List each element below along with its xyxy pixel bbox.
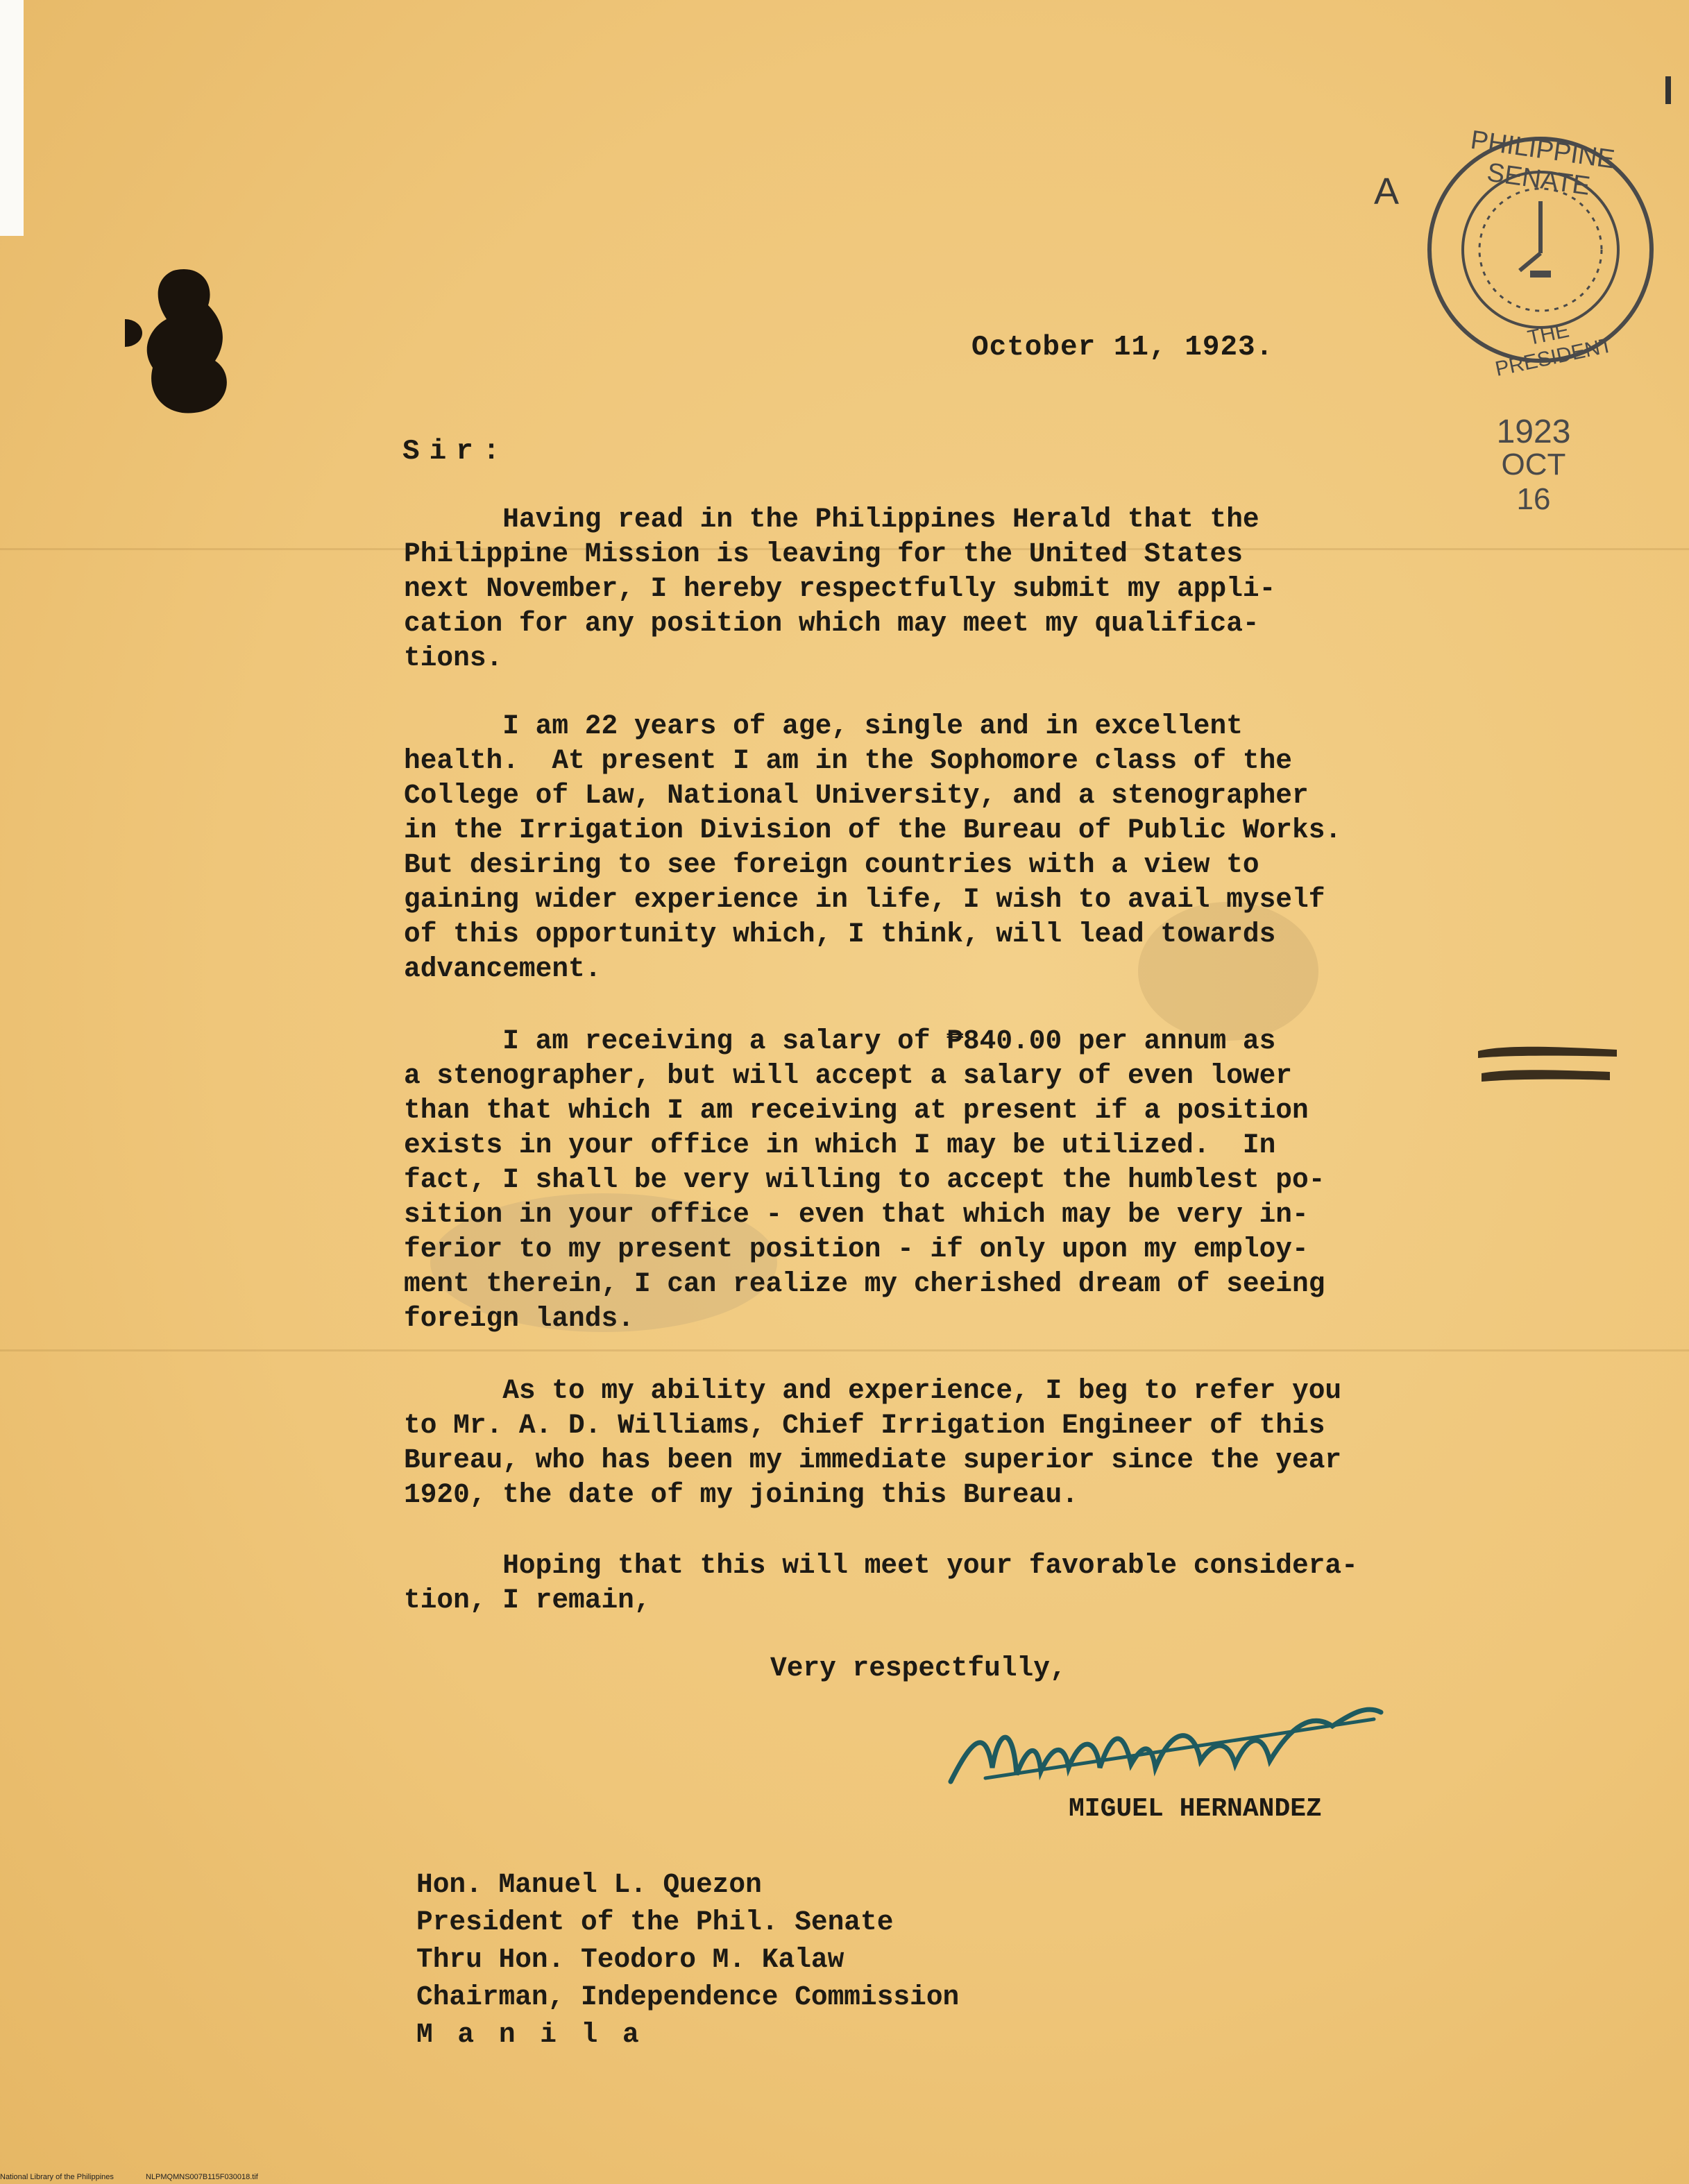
paragraph-4: As to my ability and experience, I beg to refer you to Mr. A. D. Williams, Chief Irrigation Engineer of this Bureau, who has been my immediate superior since the year 1920, the date of my joining this Bureau. — [404, 1375, 1342, 1510]
stamp-month: OCT — [1501, 447, 1566, 481]
stamp-year: 1923 — [1496, 413, 1571, 450]
stamp-day: 16 — [1516, 482, 1551, 516]
address-line-1: Hon. Manuel L. Quezon — [416, 1869, 762, 1900]
address-line-2: President of the Phil. Senate — [416, 1906, 894, 1938]
edge-mark — [1665, 76, 1671, 104]
letter-date: October 11, 1923. — [971, 332, 1274, 364]
scan-border — [0, 0, 24, 236]
signature-name: MIGUEL HERNANDEZ — [1069, 1794, 1322, 1824]
paragraph-2: I am 22 years of age, single and in excellent health. At present I am in the Sophomore class of the College of Law, National University, and a stenographer in the Irrigation Division of the Bureau of Public Works. But desiring to see foreign countries with a view to gaining wider experience in life, I wish to avail myself of this opportunity which, I think, will lead towards advancement. — [404, 710, 1342, 984]
letter-mark: A — [1374, 171, 1400, 212]
fold-line — [0, 1349, 1689, 1351]
address-line-3: Thru Hon. Teodoro M. Kalaw — [416, 1944, 844, 1975]
stamp-top-text: PHILIPPINE SENATE — [1468, 125, 1617, 201]
archive-label: National Library of the Philippines — [0, 2173, 114, 2181]
address-line-5: M a n i l a — [416, 2019, 643, 2050]
closing: Very respectfully, — [770, 1653, 1067, 1684]
file-id: NLPMQMNS007B115F030018.tif — [146, 2173, 258, 2181]
paragraph-5: Hoping that this will meet your favorable considera- tion, I remain, — [404, 1550, 1358, 1616]
ink-smudge — [1478, 1037, 1617, 1093]
salutation: Sir: — [402, 436, 510, 468]
burn-hole — [125, 264, 264, 423]
stamp-bottom-text: THE PRESIDENT — [1493, 318, 1615, 381]
paragraph-3: I am receiving a salary of ₱840.00 per annum as a stenographer, but will accept a salary of even lower than that which I am receiving at present if a position exists in your office in which I may be utilized. In fact, I shall be very willing to accept the humblest po- sition in your office - even that which may be very in- ferior to my present position - if only upon my employ- ment therein, I can realize my cherished dream of seeing foreign lands. — [404, 1025, 1325, 1334]
paragraph-1: Having read in the Philippines Herald that the Philippine Mission is leaving for the United States next November, I hereby respectfully submit my appli- cation for any position which may meet my qualifica- tions. — [404, 504, 1276, 674]
address-line-4: Chairman, Independence Commission — [416, 1981, 960, 2013]
signature — [944, 1698, 1388, 1809]
